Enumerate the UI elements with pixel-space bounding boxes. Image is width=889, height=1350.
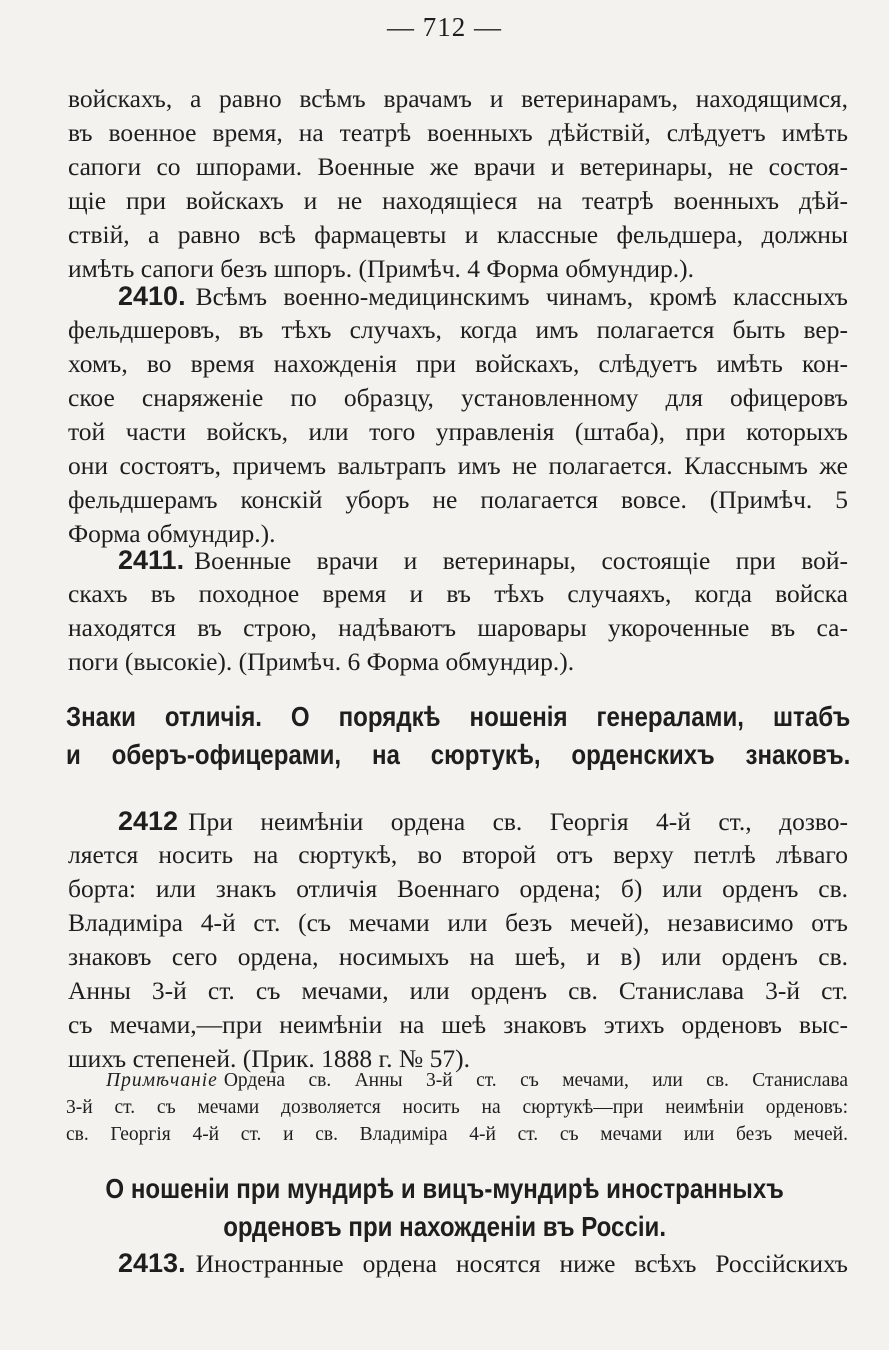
paragraph-2413 bbox=[68, 1246, 848, 1280]
text-span: Ордена св. Анны 3-й ст. съ мечами, или св. Станислава bbox=[223, 1070, 848, 1091]
heading-line: О ношеніи при мундирѣ и вицъ-мундирѣ иностранныхъ bbox=[105, 1173, 784, 1204]
text-line: шихъ степеней. (Прик. 1888 г. № 57). bbox=[68, 1044, 470, 1073]
note-2412 bbox=[66, 1067, 848, 1148]
heading-line: и оберъ-офицерами, на сюртукѣ, орденскихъ знаковъ. bbox=[66, 739, 851, 770]
text-line: Анны 3-й ст. съ мечами, или орденъ св. Станислава 3-й ст. bbox=[68, 976, 848, 1005]
paragraph-2411 bbox=[68, 543, 848, 679]
heading-line: орденовъ при нахожденіи въ Россіи. bbox=[223, 1211, 667, 1242]
text-span: При неимѣніи ордена св. Георгія 4-й ст., дозво- bbox=[188, 807, 848, 836]
text-line: скахъ въ походное время и въ тѣхъ случаяхъ, когда войска bbox=[68, 579, 848, 608]
text-span: Иностранные ордена носятся ниже всѣхъ Россійскихъ bbox=[195, 1249, 848, 1278]
note-line: св. Георгія 4-й ст. и св. Владиміра 4-й ст. съ мечами или безъ мечей. bbox=[66, 1124, 848, 1145]
paragraph-intro bbox=[68, 82, 848, 286]
text-line: Форма обмундир.). bbox=[68, 519, 276, 548]
note-line bbox=[66, 1067, 848, 1094]
text-line bbox=[68, 543, 848, 577]
text-line: сапоги со шпорами. Военные же врачи и ветеринары, не состоя- bbox=[68, 152, 848, 181]
text-span: Всѣмъ военно-медицинскимъ чинамъ, кромѣ классныхъ bbox=[195, 282, 848, 311]
text-line: войскахъ, а равно всѣмъ врачамъ и ветеринарамъ, находящимся, bbox=[68, 84, 848, 113]
text-line: находятся въ строю, надѣваютъ шаровары укороченные въ са- bbox=[68, 613, 848, 642]
text-line: имѣть сапоги безъ шпоръ. (Примѣч. 4 Форма обмундир.). bbox=[68, 254, 694, 283]
text-line: борта: или знакъ отличія Военнаго ордена; б) или орденъ св. bbox=[68, 874, 848, 903]
note-label: Примѣчаніе bbox=[106, 1070, 218, 1091]
article-number: 2411. bbox=[118, 545, 185, 575]
article-number: 2412 bbox=[118, 806, 179, 836]
text-line: ляется носить на сюртукѣ, во второй отъ верху петлѣ лѣваго bbox=[68, 840, 848, 869]
text-line: въ военное время, на театрѣ военныхъ дѣйствій, слѣдуетъ имѣть bbox=[68, 118, 848, 147]
article-number: 2413. bbox=[118, 1248, 186, 1278]
text-line: хомъ, во время нахожденія при войскахъ, слѣдуетъ имѣть кон- bbox=[68, 349, 848, 378]
text-line: ствій, а равно всѣ фармацевты и классные фельдшера, должны bbox=[68, 220, 848, 249]
heading-line: Знаки отличія. О порядкѣ ношенія генералами, штабъ bbox=[66, 701, 851, 732]
text-line: фельдшерамъ конскій уборъ не полагается вовсе. (Примѣч. 5 bbox=[68, 485, 848, 514]
text-line bbox=[68, 804, 848, 838]
text-line: Владиміра 4-й ст. (съ мечами или безъ мечей), независимо отъ bbox=[68, 908, 848, 937]
text-line: фельдшеровъ, въ тѣхъ случахъ, когда имъ полагается быть вер- bbox=[68, 315, 848, 344]
text-line bbox=[68, 279, 848, 313]
section-heading-foreign-orders bbox=[0, 1170, 889, 1246]
text-line bbox=[68, 1246, 848, 1280]
text-line: щіе при войскахъ и не находящіеся на театрѣ военныхъ дѣй- bbox=[68, 186, 848, 215]
text-line: поги (высокіе). (Примѣч. 6 Форма обмундир.). bbox=[68, 647, 575, 676]
text-line: ское снаряженіе по образцу, установленному для офицеровъ bbox=[68, 383, 848, 412]
text-line: они состоятъ, причемъ вальтрапъ имъ не полагается. Класснымъ же bbox=[68, 451, 848, 480]
paragraph-2410 bbox=[68, 279, 848, 551]
text-line: той части войскъ, или того управленія (штаба), при которыхъ bbox=[68, 417, 848, 446]
page-number: — 712 — bbox=[387, 12, 502, 42]
paragraph-2412 bbox=[68, 804, 848, 1076]
section-heading-insignia bbox=[66, 698, 850, 774]
article-number: 2410. bbox=[118, 281, 186, 311]
text-span: Военные врачи и ветеринары, состоящіе при вой- bbox=[194, 546, 848, 575]
text-line: съ мечами,—при неимѣніи на шеѣ знаковъ этихъ орденовъ выс- bbox=[68, 1010, 848, 1039]
text-line: знаковъ сего ордена, носимыхъ на шеѣ, и в) или орденъ св. bbox=[68, 942, 848, 971]
note-line: 3-й ст. съ мечами дозволяется носить на сюртукѣ—при неимѣніи орденовъ: bbox=[66, 1097, 848, 1118]
